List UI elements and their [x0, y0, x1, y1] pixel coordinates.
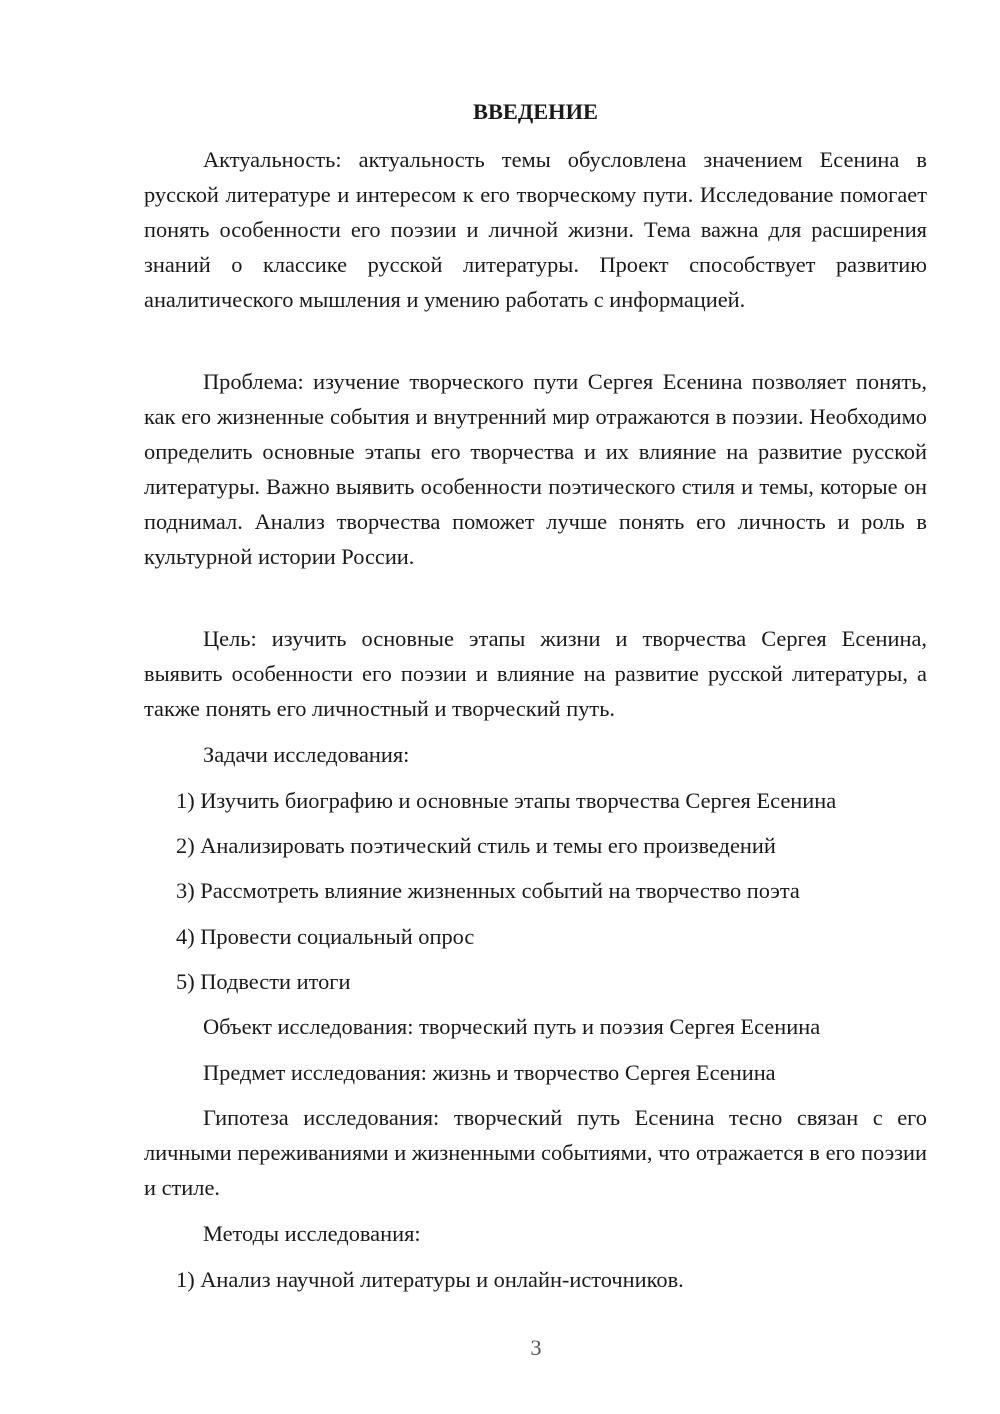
tasks-heading: Задачи исследования: — [203, 742, 410, 767]
hypothesis-paragraph: Гипотеза исследования: творческий путь Есенина тесно связан с его личными переживаниями и жизненными событиями, что отражается в его поэзии и стиле. — [144, 1105, 927, 1200]
relevance-paragraph: Актуальность: актуальность темы обусловлена значением Есенина в русской литературе и интересом к его творческому пути. Исследование помогает понять особенности его поэзии и личной жизни. Тема важна для расширения знаний о классике русской литературы. Проект способствует развитию аналитического мышления и умению работать с информацией. — [144, 147, 927, 312]
page-number: 3 — [530, 1335, 542, 1360]
section-heading: ВВЕДЕНИЕ — [473, 99, 598, 124]
method-item: 1) Анализ научной литературы и онлайн-источников. — [176, 1267, 684, 1292]
problem-paragraph: Проблема: изучение творческого пути Сергея Есенина позволяет понять, как его жизненные события и внутренний мир отражаются в поэзии. Необходимо определить основные этапы его творчества и их влияние на развитие русской литературы. Важно выявить особенности поэтического стиля и темы, которые он поднимал. Анализ творчества поможет лучше понять его личность и роль в культурной истории России. — [144, 369, 927, 569]
subject-line: Предмет исследования: жизнь и творчество Сергея Есенина — [203, 1060, 776, 1085]
task-item: 1) Изучить биографию и основные этапы творчества Сергея Есенина — [176, 788, 837, 813]
task-item: 2) Анализировать поэтический стиль и темы его произведений — [176, 833, 776, 858]
task-item: 3) Рассмотреть влияние жизненных событий на творчество поэта — [176, 878, 800, 903]
task-item: 4) Провести социальный опрос — [176, 924, 475, 949]
object-line: Объект исследования: творческий путь и поэзия Сергея Есенина — [203, 1014, 821, 1039]
goal-paragraph: Цель: изучить основные этапы жизни и творчества Сергея Есенина, выявить особенности его поэзии и влияние на развитие русской литературы, а также понять его личностный и творческий путь. — [144, 626, 927, 721]
methods-heading: Методы исследования: — [203, 1221, 421, 1246]
task-item: 5) Подвести итоги — [176, 969, 351, 994]
